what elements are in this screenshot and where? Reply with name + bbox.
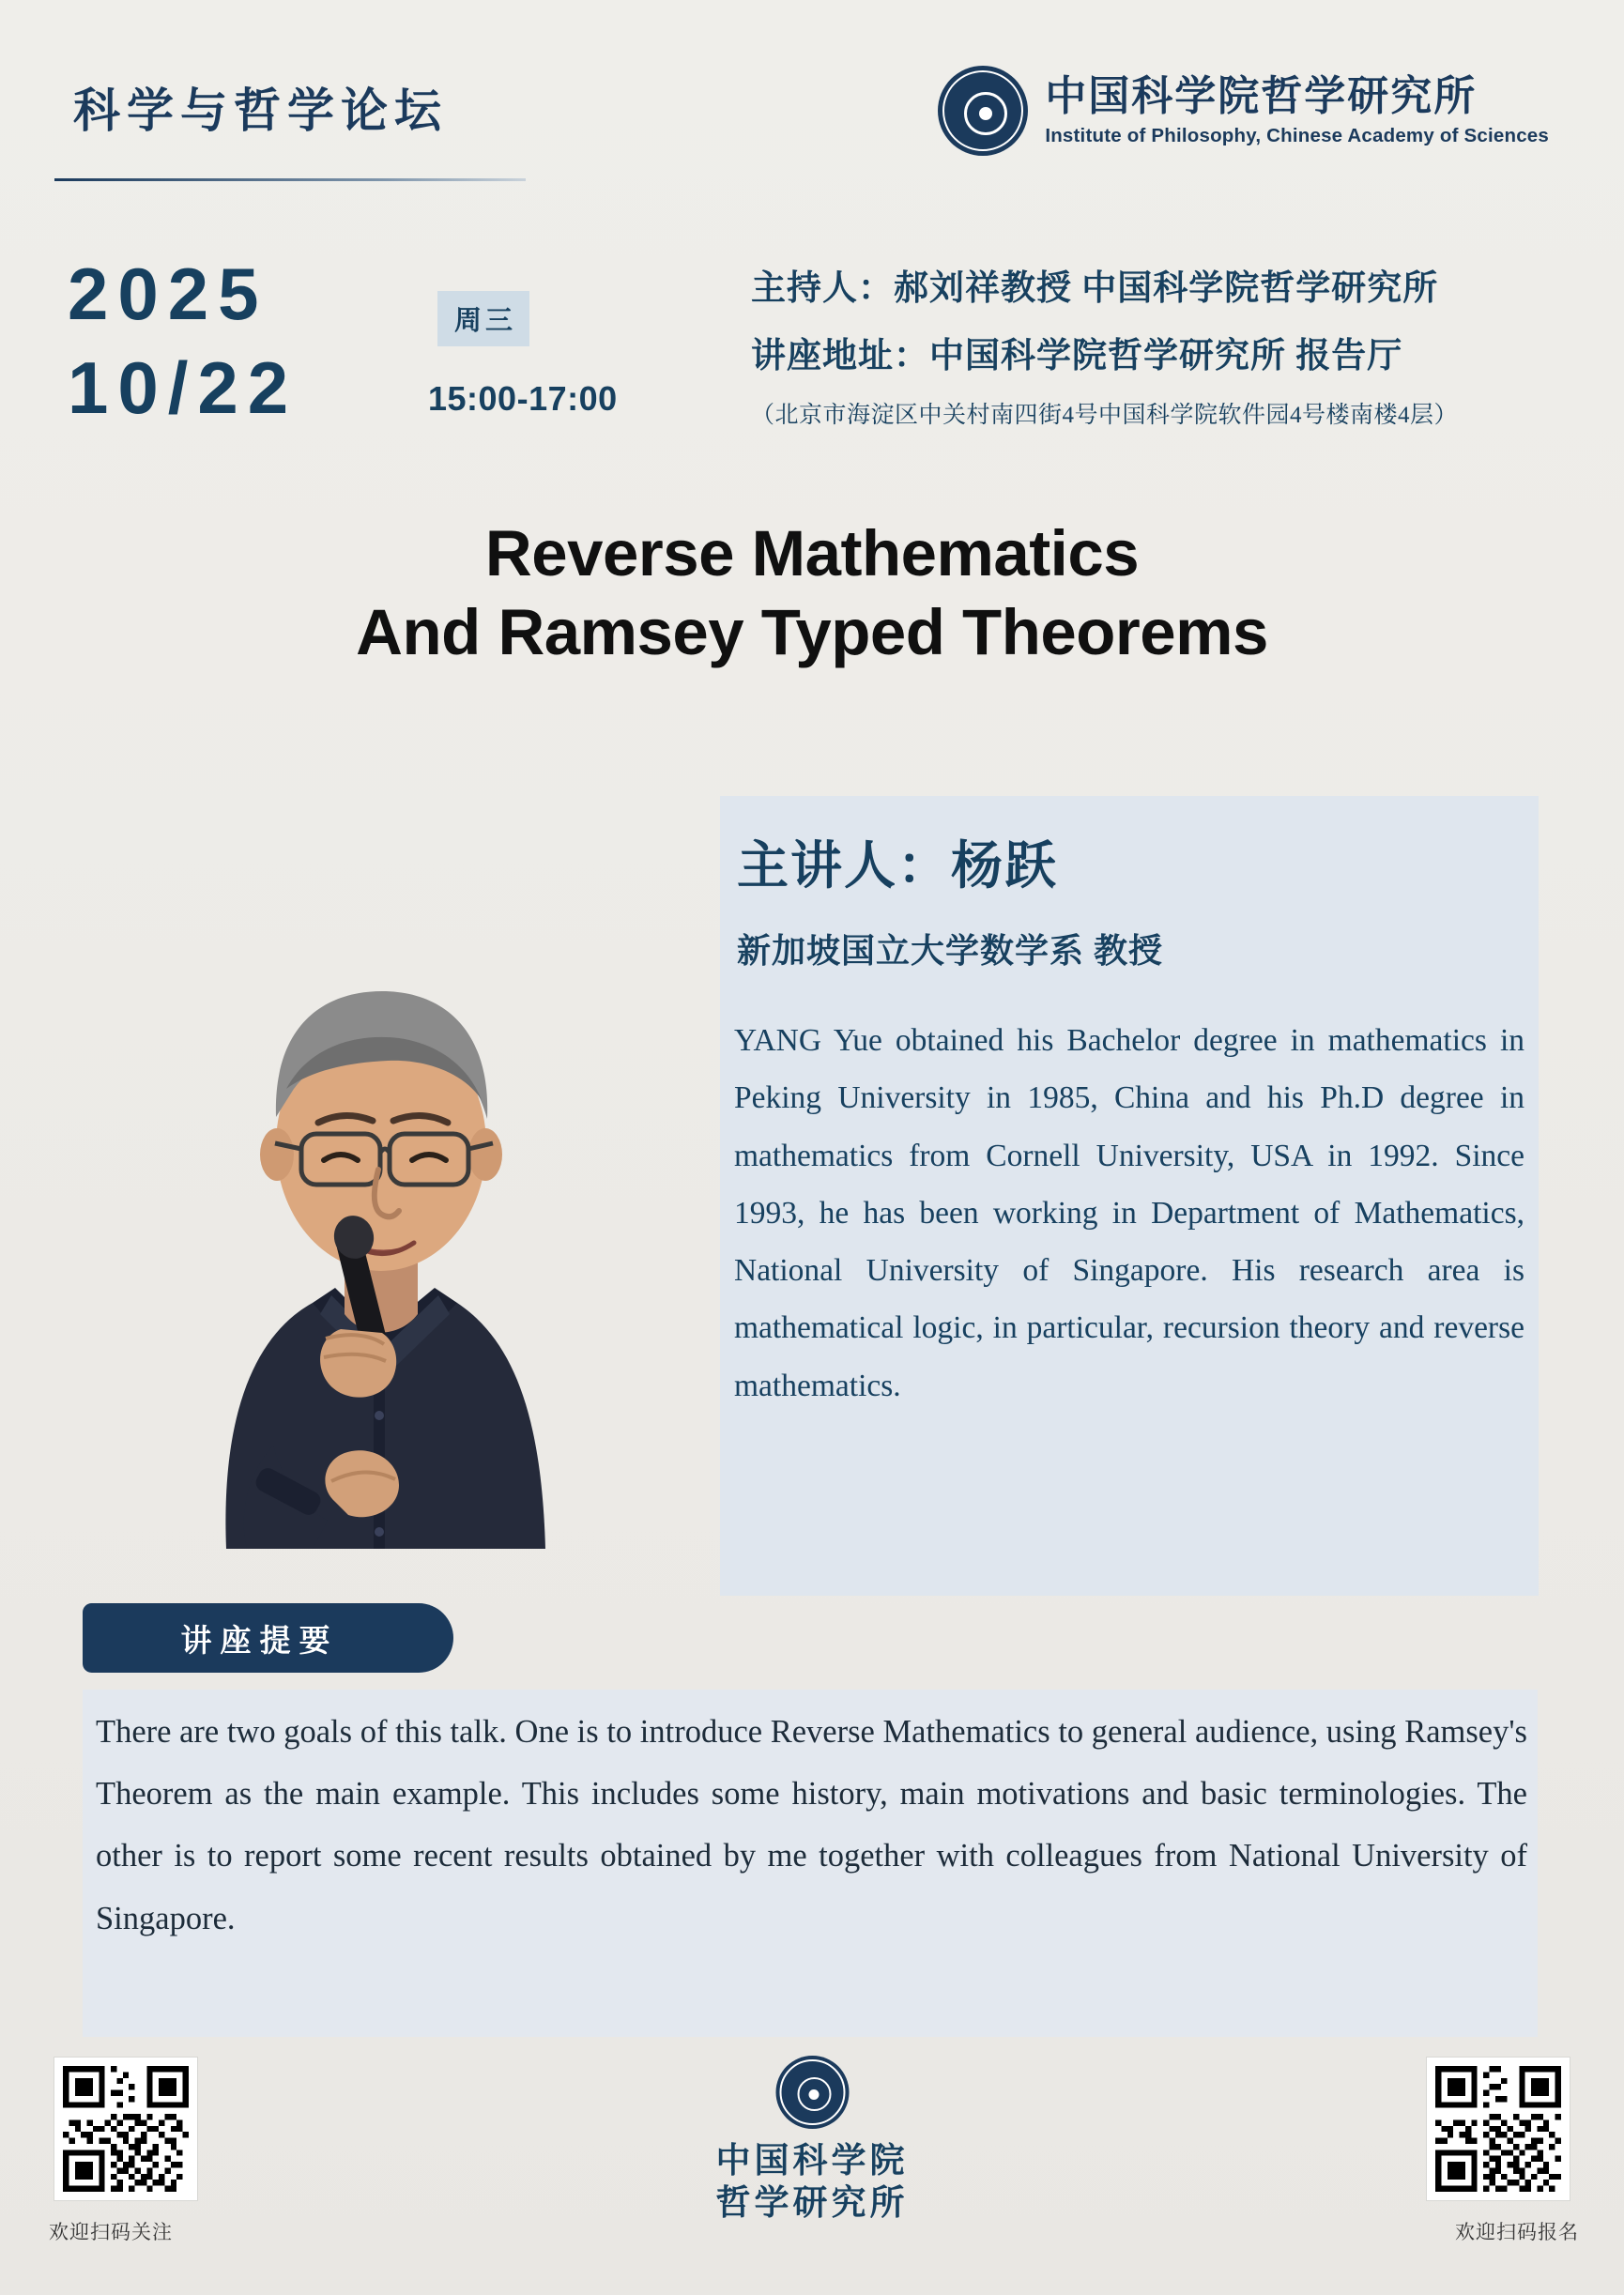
- speaker-name: 主讲人：杨跃: [737, 837, 1059, 895]
- qr-code-icon: [1435, 2066, 1561, 2192]
- page-title: [0, 514, 1624, 672]
- event-host: 主持人：郝刘祥教授 中国科学院哲学研究所: [751, 269, 1439, 308]
- cas-seal-icon: [775, 2056, 849, 2129]
- title-line-1: Reverse Mathematics: [484, 517, 1140, 589]
- institute-logo: [938, 66, 1549, 156]
- title-line-2: And Ramsey Typed Theorems: [356, 596, 1268, 669]
- qr-follow-caption: 欢迎扫码关注: [49, 2221, 173, 2243]
- forum-title: 科学与哲学论坛: [73, 84, 448, 137]
- event-venue: 讲座地址：中国科学院哲学研究所 报告厅: [751, 337, 1403, 375]
- footer-institute-logo: [716, 2056, 909, 2225]
- qr-code-follow[interactable]: [54, 2058, 197, 2200]
- institute-name-cn: 中国科学院哲学研究所: [1045, 72, 1478, 119]
- abstract-tab: [83, 1603, 453, 1673]
- speaker-affiliation: 新加坡国立大学数学系 教授: [737, 932, 1164, 970]
- footer-org-line1: 中国科学院: [715, 2142, 909, 2180]
- event-weekday-label: 周三: [454, 306, 517, 336]
- speaker-bio: YANG Yue obtained his Bachelor degree in mathematics in Peking University in 1985, China and his Ph.D degree in mathematics from Cornell University, USA in 1992. Since 1993, he has been working in Department of Mathematics, National University of Singapore. His research area is mathematical logic, in particular, recursion theory and reverse mathematics.: [734, 1023, 1524, 1403]
- qr-register-caption: 欢迎扫码报名: [1455, 2221, 1579, 2243]
- event-month-day: 10/22: [68, 346, 299, 429]
- abstract-text: There are two goals of this talk. One is to introduce Reverse Mathematics to general audience, using Ramsey's Theorem as the main example. This includes some history, main motivations and basic terminologies. The other is to report some recent results obtained by me together with colleagues from National University of Singapore.: [96, 1714, 1527, 1936]
- qr-code-register[interactable]: [1427, 2058, 1570, 2200]
- event-time: 15:00-17:00: [428, 379, 618, 418]
- institute-name-en: Institute of Philosophy, Chinese Academy of Sciences: [1045, 125, 1549, 147]
- event-venue-detail: （北京市海淀区中关村南四街4号中国科学院软件园4号楼南楼4层）: [751, 403, 1459, 428]
- cas-seal-icon: [938, 66, 1028, 156]
- event-year: 2025: [68, 252, 268, 335]
- qr-code-icon: [63, 2066, 189, 2192]
- abstract-tab-label: 讲座提要: [180, 1624, 339, 1659]
- event-weekday-badge: [437, 291, 529, 346]
- header-divider: [54, 178, 526, 181]
- footer-org-line2: 哲学研究所: [715, 2184, 909, 2224]
- speaker-portrait: [89, 807, 671, 1549]
